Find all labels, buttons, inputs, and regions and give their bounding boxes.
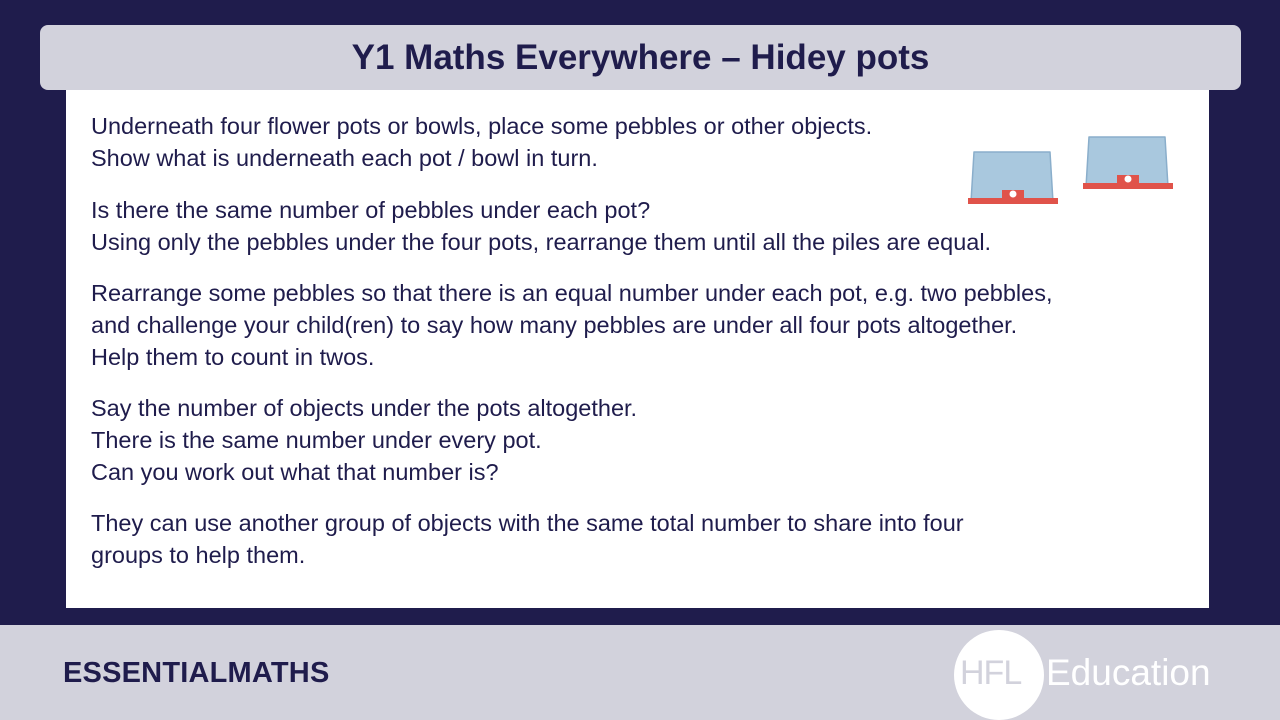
text-line: Show what is underneath each pot / bowl in turn.: [91, 145, 598, 171]
text-line: Can you work out what that number is?: [91, 459, 499, 485]
hfl-education-logo: [954, 630, 1234, 720]
flower-pots-icon: [966, 132, 1181, 212]
text-line: They can use another group of objects with the same total number to share into four: [91, 510, 964, 536]
text-line: There is the same number under every pot.: [91, 427, 542, 453]
hfl-logo-mark: HFL: [960, 654, 1022, 692]
flower-pot-right: [1083, 137, 1173, 189]
text-line: groups to help them.: [91, 542, 306, 568]
paragraph-4: [91, 392, 637, 488]
text-line: and challenge your child(ren) to say how many pebbles are under all four pots altogether.: [91, 312, 1018, 338]
hfl-logo-circle: [954, 630, 1044, 720]
text-line: Say the number of objects under the pots altogether.: [91, 395, 638, 421]
text-line: Help them to count in twos.: [91, 344, 375, 370]
education-logo-word: Education: [1046, 652, 1211, 693]
text-line: Underneath four flower pots or bowls, place some pebbles or other objects.: [91, 113, 873, 139]
content-panel: [66, 90, 1209, 608]
text-line: Rearrange some pebbles so that there is an equal number under each pot, e.g. two pebbles,: [91, 280, 1053, 306]
paragraph-2: [91, 194, 991, 258]
title-bar: [40, 25, 1241, 90]
flower-pot-left: [968, 152, 1058, 204]
paragraph-5: [91, 507, 964, 571]
paragraph-1: [91, 110, 872, 174]
text-line: Is there the same number of pebbles under each pot?: [91, 197, 651, 223]
text-line: Using only the pebbles under the four pots, rearrange them until all the piles are equal.: [91, 229, 992, 255]
paragraph-3: [91, 277, 1053, 373]
footer: [0, 625, 1280, 720]
page-title: Y1 Maths Everywhere – Hidey pots: [351, 37, 930, 77]
essential-maths-brand: ESSENTIALMATHS: [63, 657, 330, 689]
